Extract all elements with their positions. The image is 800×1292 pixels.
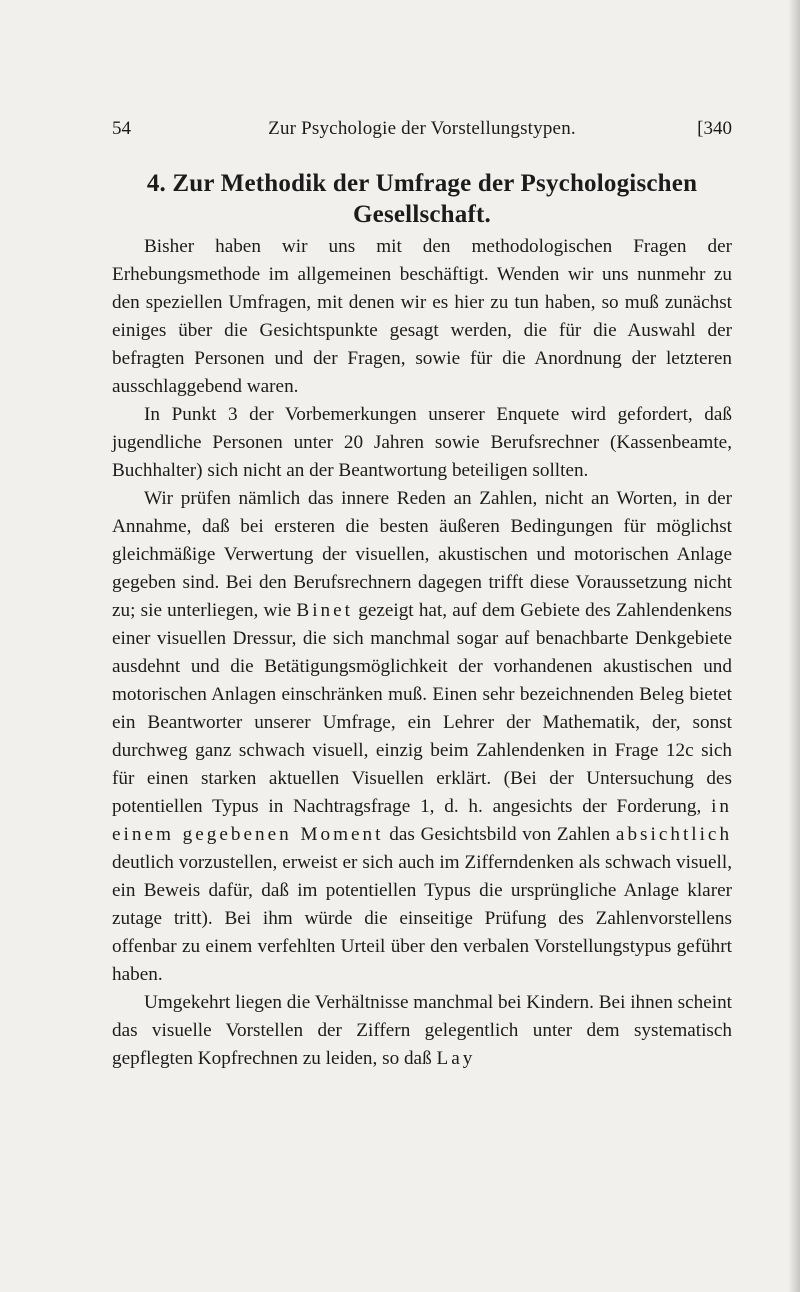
- paragraph-1: Bisher haben wir uns mit den methodologischen Fragen der Erhebungsmethode im allgemeinen beschäftigt. Wenden wir uns nunmehr zu den speziellen Umfragen, mit denen wir es hier zu tun haben, so muß zunächst einiges über die Gesichtspunkte gesagt werden, die für die Auswahl der befragten Personen und der Fragen, sowie für die Anordnung der letzteren ausschlaggebend waren.: [112, 236, 732, 397]
- page-edge-shadow: [788, 0, 800, 1292]
- spaced-emphasis: in einem gegebenen Moment: [112, 796, 732, 845]
- paragraph-2: In Punkt 3 der Vorbemerkungen unserer Enquete wird gefordert, daß jugendliche Personen unter 20 Jahren sowie Berufsrechner (Kassenbeamte, Buchhalter) sich nicht an der Beantwortung beteiligen sollten.: [112, 404, 732, 481]
- page-number: 54: [112, 118, 131, 139]
- paragraph-4: Umgekehrt liegen die Verhältnisse manchmal bei Kindern. Bei ihnen scheint das visuelle Vorstellen der Ziffern gelegentlich unter dem systematisch gepflegten Kopfrechnen zu leiden, so daß Lay: [112, 992, 732, 1069]
- section-number: [340: [697, 118, 732, 139]
- page-header: [112, 118, 732, 148]
- body-text: [112, 233, 732, 1073]
- paragraph-3: Wir prüfen nämlich das innere Reden an Zahlen, nicht an Worten, in der Annahme, daß bei ersteren die besten äußeren Bedingungen für möglichst gleichmäßige Verwertung der visuellen, akustischen und motorischen Anlage gegeben sind. Bei den Berufsrechnern dagegen trifft diese Voraussetzung nicht zu; sie unterliegen, wie Binet gezeigt hat, auf dem Gebiete des Zahlendenkens einer visuellen Dressur, die sich manchmal sogar auf benachbarte Denkgebiete ausdehnt und die Betätigungsmöglichkeit der vorhandenen akustischen und motorischen Anlagen einschränken muß. Einen sehr bezeichnenden Beleg bietet ein Beantworter unserer Umfrage, ein Lehrer der Mathematik, der, sonst durchweg ganz schwach visuell, einzig beim Zahlendenken in Frage 12c sich für einen starken aktuellen Visuellen erklärt. (Bei der Untersuchung des potentiellen Typus in Nachtragsfrage 1, d. h. angesichts der Forderung, in einem gegebenen Moment das Gesichtsbild von Zahlen absichtlich deutlich vorzustellen, erweist er sich auch im Zifferndenken als schwach visuell, ein Beweis dafür, daß im potentiellen Typus die ursprüngliche Anlage klarer zutage tritt). Bei ihm würde die einseitige Prüfung des Zahlenvorstellens offenbar zu einem verfehlten Urteil über den verbalen Vorstellungstypus geführt haben.: [112, 488, 733, 985]
- spaced-name-lay: Lay: [436, 1048, 476, 1069]
- spaced-name-binet: Binet: [296, 600, 353, 621]
- spaced-emphasis-2: absichtlich: [615, 824, 733, 845]
- running-title: Zur Psychologie der Vorstellungstypen.: [268, 118, 576, 139]
- section-heading: 4. Zur Methodik der Umfrage der Psychologischen Gesellschaft.: [146, 170, 698, 228]
